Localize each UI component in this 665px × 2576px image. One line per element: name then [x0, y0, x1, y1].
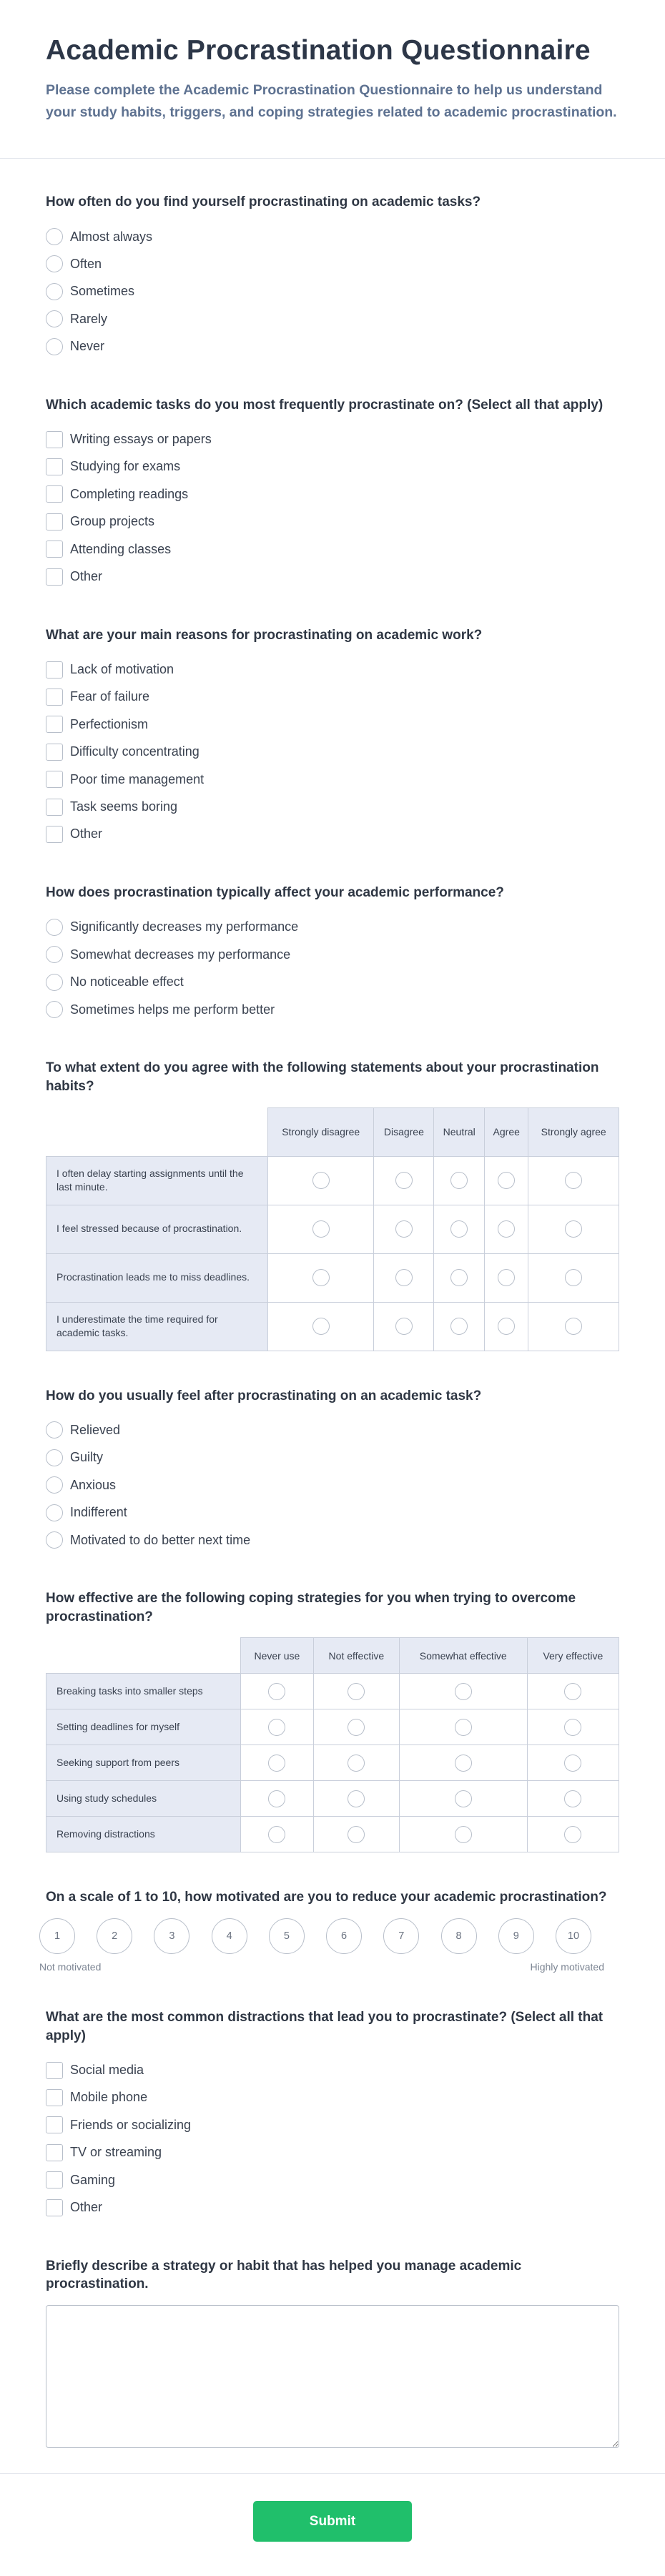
matrix-row [46, 1709, 619, 1745]
matrix-row-label: Seeking support from peers [46, 1745, 241, 1781]
radio-option[interactable] [46, 1526, 619, 1554]
radio-group [46, 914, 619, 1024]
scale-option[interactable]: 5 [269, 1918, 305, 1954]
matrix-radio-button[interactable] [450, 1269, 468, 1286]
radio-button[interactable] [46, 310, 63, 327]
scale-option[interactable]: 10 [556, 1918, 591, 1954]
matrix-cell [374, 1205, 434, 1253]
matrix-radio-button[interactable] [564, 1683, 581, 1700]
matrix-column-header: Agree [485, 1107, 528, 1156]
matrix-radio-button[interactable] [395, 1172, 413, 1189]
question-title: Briefly describe a strategy or habit that has helped you manage academic procrastination. [46, 2258, 522, 2292]
matrix-cell [434, 1156, 485, 1205]
matrix-radio-button[interactable] [395, 1220, 413, 1238]
matrix-cell [485, 1302, 528, 1351]
motivation-scale [39, 1918, 591, 1954]
checkbox[interactable] [46, 513, 63, 531]
question-title: On a scale of 1 to 10, how motivated are you to reduce your academic procrastination? [46, 1890, 607, 1905]
scale-option[interactable]: 3 [154, 1918, 189, 1954]
matrix-radio-button[interactable] [312, 1269, 330, 1286]
matrix-radio-button[interactable] [455, 1755, 472, 1772]
matrix-radio-button[interactable] [455, 1683, 472, 1700]
question-title: Which academic tasks do you most frequently procrastinate on? (Select all that apply) [46, 397, 604, 413]
question-title: What are the most common distractions that lead you to procrastinate? (Select all that apply) [46, 2010, 604, 2043]
matrix-radio-button[interactable] [565, 1269, 582, 1286]
matrix-radio-button[interactable] [565, 1220, 582, 1238]
matrix-cell [313, 1817, 399, 1852]
option-label: Other [70, 826, 103, 842]
matrix-row [46, 1205, 619, 1253]
radio-button[interactable] [46, 1421, 63, 1438]
page-title: Academic Procrastination Questionnaire [46, 35, 591, 66]
matrix-radio-button[interactable] [565, 1172, 582, 1189]
radio-option[interactable] [46, 223, 619, 250]
question-feelings-after [46, 1387, 619, 1554]
option-label: Indifferent [70, 1505, 127, 1520]
matrix-row-label: Procrastination leads me to miss deadlines. [46, 1253, 268, 1302]
scale-option[interactable]: 2 [97, 1918, 132, 1954]
option-label: Studying for exams [70, 459, 181, 474]
matrix-row [46, 1817, 619, 1852]
matrix-cell [241, 1781, 314, 1817]
radio-button[interactable] [46, 974, 63, 991]
option-label: Never [70, 339, 105, 354]
option-label: Perfectionism [70, 716, 149, 731]
matrix-cell [527, 1709, 619, 1745]
matrix-cell [399, 1674, 527, 1709]
question-motivation-scale [39, 1888, 619, 1973]
option-label: Completing readings [70, 486, 189, 501]
checkbox-option[interactable] [46, 2111, 619, 2138]
radio-option[interactable] [46, 941, 619, 968]
scale-max-label: Highly motivated [530, 1961, 604, 1973]
question-coping-strategies [46, 1589, 619, 1852]
scale-labels [39, 1961, 604, 1973]
matrix-radio-button[interactable] [455, 1719, 472, 1736]
option-label: Sometimes [70, 284, 135, 299]
matrix-radio-button[interactable] [455, 1826, 472, 1843]
checkbox[interactable] [46, 661, 63, 678]
checkbox-option[interactable] [46, 563, 619, 590]
checkbox[interactable] [46, 568, 63, 586]
matrix-cell [268, 1253, 374, 1302]
matrix-radio-button[interactable] [498, 1172, 515, 1189]
radio-option[interactable] [46, 969, 619, 996]
matrix-radio-button[interactable] [450, 1220, 468, 1238]
matrix-radio-button[interactable] [395, 1318, 413, 1335]
radio-option[interactable] [46, 1471, 619, 1499]
matrix-radio-button[interactable] [268, 1719, 285, 1736]
scale-option[interactable]: 4 [212, 1918, 247, 1954]
radio-button[interactable] [46, 919, 63, 936]
option-label: Almost always [70, 229, 153, 244]
matrix-cell [527, 1817, 619, 1852]
radio-option[interactable] [46, 278, 619, 305]
submit-button[interactable]: Submit [253, 2501, 412, 2542]
matrix-cell [241, 1745, 314, 1781]
scale-min-label: Not motivated [39, 1961, 102, 1973]
matrix-cell [313, 1709, 399, 1745]
option-label: Difficulty concentrating [70, 744, 200, 759]
radio-group [46, 223, 619, 360]
matrix-cell [313, 1674, 399, 1709]
matrix-cell [268, 1205, 374, 1253]
matrix-cell [527, 1745, 619, 1781]
option-label: Friends or socializing [70, 2117, 192, 2132]
matrix-radio-button[interactable] [564, 1790, 581, 1807]
question-title: To what extent do you agree with the following statements about your procrastination habits? [46, 1060, 599, 1094]
checkbox-option[interactable] [46, 711, 619, 738]
checkbox-option[interactable] [46, 793, 619, 820]
matrix-row [46, 1253, 619, 1302]
option-label: TV or streaming [70, 2145, 162, 2160]
matrix-radio-button[interactable] [348, 1755, 365, 1772]
checkbox-group [46, 425, 619, 590]
matrix-row [46, 1302, 619, 1351]
matrix-row [46, 1745, 619, 1781]
matrix-radio-button[interactable] [450, 1172, 468, 1189]
option-label: Guilty [70, 1450, 104, 1465]
scale-option[interactable]: 8 [441, 1918, 477, 1954]
matrix-cell [241, 1709, 314, 1745]
matrix-radio-button[interactable] [348, 1790, 365, 1807]
matrix-cell [313, 1781, 399, 1817]
option-label: Rarely [70, 311, 108, 326]
checkbox[interactable] [46, 2199, 63, 2216]
strategy-textarea[interactable] [46, 2305, 619, 2448]
matrix-radio-button[interactable] [498, 1269, 515, 1286]
matrix-radio-button[interactable] [348, 1683, 365, 1700]
matrix-row-label: Using study schedules [46, 1781, 241, 1817]
matrix-corner [46, 1107, 268, 1156]
radio-button[interactable] [46, 338, 63, 355]
matrix-cell [268, 1302, 374, 1351]
checkbox[interactable] [46, 485, 63, 503]
form-body [0, 193, 665, 2452]
matrix-radio-button[interactable] [312, 1172, 330, 1189]
radio-button[interactable] [46, 1531, 63, 1549]
checkbox-option[interactable] [46, 656, 619, 683]
form-header [0, 0, 665, 159]
radio-option[interactable] [46, 1499, 619, 1526]
checkbox-option[interactable] [46, 2056, 619, 2083]
radio-group [46, 1416, 619, 1554]
question-performance-effect [46, 884, 619, 1023]
matrix-column-header: Strongly agree [528, 1107, 619, 1156]
radio-button[interactable] [46, 946, 63, 963]
checkbox[interactable] [46, 541, 63, 558]
option-label: Poor time management [70, 771, 205, 786]
matrix-radio-button[interactable] [450, 1318, 468, 1335]
radio-option[interactable] [46, 332, 619, 360]
matrix-cell [241, 1674, 314, 1709]
question-title: What are your main reasons for procrastinating on academic work? [46, 627, 483, 643]
matrix-cell [399, 1781, 527, 1817]
checkbox-option[interactable] [46, 536, 619, 563]
checkbox[interactable] [46, 2144, 63, 2161]
radio-option[interactable] [46, 305, 619, 332]
matrix-corner [46, 1638, 241, 1674]
radio-option[interactable] [46, 914, 619, 941]
matrix-row-label: Breaking tasks into smaller steps [46, 1674, 241, 1709]
matrix-cell [399, 1817, 527, 1852]
question-title: How often do you find yourself procrastinating on academic tasks? [46, 194, 481, 210]
scale-option[interactable]: 1 [39, 1918, 75, 1954]
matrix-column-header: Disagree [374, 1107, 434, 1156]
matrix-row-label: I underestimate the time required for academic tasks. [46, 1302, 268, 1351]
option-label: No noticeable effect [70, 974, 184, 990]
checkbox-option[interactable] [46, 2139, 619, 2166]
matrix-cell [241, 1817, 314, 1852]
checkbox-option[interactable] [46, 480, 619, 508]
question-strategy-description [46, 2257, 619, 2452]
checkbox-option[interactable] [46, 821, 619, 848]
matrix-column-header: Not effective [313, 1638, 399, 1674]
checkbox[interactable] [46, 2171, 63, 2188]
radio-button[interactable] [46, 228, 63, 245]
matrix-radio-button[interactable] [348, 1826, 365, 1843]
matrix-row [46, 1781, 619, 1817]
option-label: Gaming [70, 2172, 116, 2187]
checkbox[interactable] [46, 826, 63, 843]
question-agreement-matrix [46, 1059, 619, 1351]
checkbox[interactable] [46, 744, 63, 761]
option-label: Motivated to do better next time [70, 1532, 251, 1547]
matrix-cell [268, 1156, 374, 1205]
matrix-cell [399, 1745, 527, 1781]
matrix-radio-button[interactable] [348, 1719, 365, 1736]
matrix-radio-button[interactable] [455, 1790, 472, 1807]
checkbox-group [46, 656, 619, 848]
option-label: Lack of motivation [70, 662, 174, 677]
question-distractions [46, 2008, 619, 2221]
checkbox-option[interactable] [46, 739, 619, 766]
radio-button[interactable] [46, 255, 63, 272]
matrix-radio-button[interactable] [312, 1318, 330, 1335]
matrix-row-label: I often delay starting assignments until the last minute. [46, 1156, 268, 1205]
form-footer [0, 2473, 665, 2576]
matrix-cell [485, 1253, 528, 1302]
matrix-cell [434, 1253, 485, 1302]
matrix-cell [399, 1709, 527, 1745]
option-label: Group projects [70, 514, 155, 529]
question-procrastination-reasons [46, 626, 619, 848]
matrix-cell [434, 1205, 485, 1253]
matrix-cell [374, 1302, 434, 1351]
matrix-cell [528, 1205, 619, 1253]
scale-option[interactable]: 7 [383, 1918, 419, 1954]
checkbox[interactable] [46, 771, 63, 788]
checkbox[interactable] [46, 458, 63, 475]
matrix-row-label: Setting deadlines for myself [46, 1709, 241, 1745]
matrix-column-header: Strongly disagree [268, 1107, 374, 1156]
scale-option[interactable]: 6 [326, 1918, 362, 1954]
checkbox[interactable] [46, 799, 63, 816]
option-label: Relieved [70, 1422, 121, 1437]
matrix-radio-button[interactable] [268, 1755, 285, 1772]
matrix-cell [528, 1253, 619, 1302]
matrix-radio-button[interactable] [498, 1318, 515, 1335]
checkbox[interactable] [46, 2062, 63, 2079]
radio-button[interactable] [46, 1476, 63, 1494]
question-title: How effective are the following coping strategies for you when trying to overcome procrastination? [46, 1591, 576, 1624]
coping-strategies-matrix [46, 1637, 619, 1852]
checkbox-option[interactable] [46, 508, 619, 536]
matrix-radio-button[interactable] [268, 1826, 285, 1843]
option-label: Writing essays or papers [70, 432, 212, 447]
matrix-column-header: Somewhat effective [399, 1638, 527, 1674]
radio-button[interactable] [46, 1449, 63, 1466]
checkbox[interactable] [46, 431, 63, 448]
option-label: Other [70, 2200, 103, 2215]
question-procrastinated-tasks [46, 396, 619, 591]
option-label: Other [70, 569, 103, 584]
matrix-radio-button[interactable] [565, 1318, 582, 1335]
matrix-radio-button[interactable] [312, 1220, 330, 1238]
checkbox[interactable] [46, 2089, 63, 2106]
option-label: Social media [70, 2063, 144, 2078]
radio-option[interactable] [46, 1416, 619, 1444]
checkbox-option[interactable] [46, 425, 619, 453]
question-procrastination-frequency [46, 193, 619, 360]
checkbox-option[interactable] [46, 453, 619, 480]
matrix-cell [374, 1156, 434, 1205]
checkbox-option[interactable] [46, 2084, 619, 2111]
matrix-column-header: Neutral [434, 1107, 485, 1156]
matrix-radio-button[interactable] [268, 1790, 285, 1807]
radio-button[interactable] [46, 283, 63, 300]
radio-option[interactable] [46, 996, 619, 1023]
scale-option[interactable]: 9 [498, 1918, 534, 1954]
matrix-radio-button[interactable] [564, 1826, 581, 1843]
checkbox[interactable] [46, 689, 63, 706]
matrix-cell [485, 1205, 528, 1253]
checkbox-group [46, 2056, 619, 2221]
matrix-cell [527, 1781, 619, 1817]
option-label: Significantly decreases my performance [70, 919, 299, 934]
option-label: Fear of failure [70, 689, 150, 704]
checkbox-option[interactable] [46, 766, 619, 793]
matrix-radio-button[interactable] [268, 1683, 285, 1700]
question-title: How do you usually feel after procrastinating on an academic task? [46, 1388, 482, 1403]
radio-button[interactable] [46, 1504, 63, 1521]
matrix-radio-button[interactable] [564, 1755, 581, 1772]
matrix-cell [528, 1156, 619, 1205]
radio-button[interactable] [46, 1001, 63, 1018]
radio-option[interactable] [46, 1444, 619, 1471]
checkbox-option[interactable] [46, 2166, 619, 2193]
checkbox[interactable] [46, 716, 63, 733]
option-label: Mobile phone [70, 2090, 148, 2105]
matrix-cell [527, 1674, 619, 1709]
option-label: Anxious [70, 1477, 117, 1492]
matrix-radio-button[interactable] [395, 1269, 413, 1286]
option-label: Often [70, 256, 102, 271]
matrix-cell [313, 1745, 399, 1781]
option-label: Attending classes [70, 541, 172, 556]
page-description: Please complete the Academic Procrastination Questionnaire to help us understand your study habits, triggers, and coping strategies related to academic procrastination. [46, 82, 617, 120]
matrix-cell [528, 1302, 619, 1351]
checkbox-option[interactable] [46, 2193, 619, 2221]
matrix-row [46, 1156, 619, 1205]
option-label: Somewhat decreases my performance [70, 947, 291, 962]
radio-option[interactable] [46, 250, 619, 277]
option-label: Sometimes helps me perform better [70, 1002, 275, 1017]
checkbox-option[interactable] [46, 684, 619, 711]
matrix-cell [485, 1156, 528, 1205]
matrix-row-label: Removing distractions [46, 1817, 241, 1852]
matrix-radio-button[interactable] [498, 1220, 515, 1238]
matrix-row-label: I feel stressed because of procrastination. [46, 1205, 268, 1253]
matrix-column-header: Very effective [527, 1638, 619, 1674]
matrix-column-header: Never use [241, 1638, 314, 1674]
matrix-cell [434, 1302, 485, 1351]
agreement-matrix [46, 1107, 619, 1351]
matrix-row [46, 1674, 619, 1709]
question-title: How does procrastination typically affect your academic performance? [46, 885, 504, 901]
option-label: Task seems boring [70, 799, 178, 814]
matrix-radio-button[interactable] [564, 1719, 581, 1736]
matrix-cell [374, 1253, 434, 1302]
checkbox[interactable] [46, 2116, 63, 2133]
